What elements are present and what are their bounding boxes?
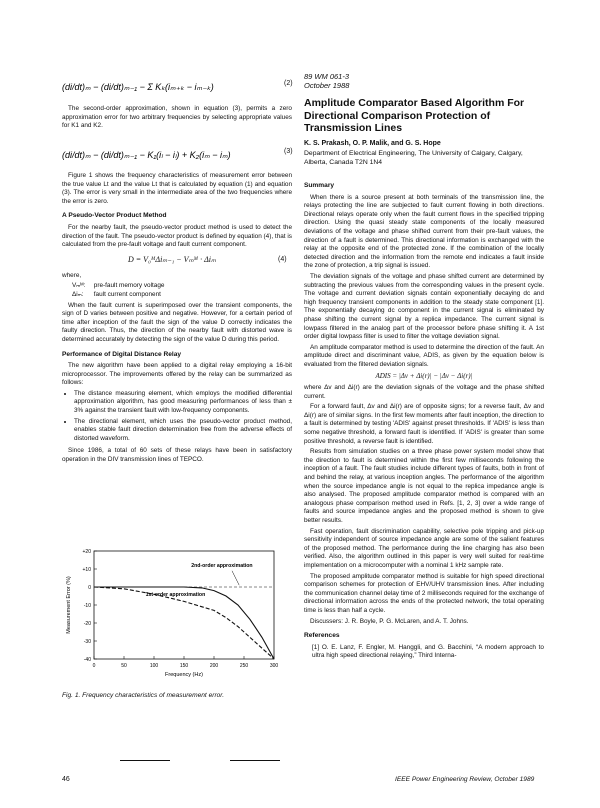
paper-date: October 1988 <box>304 81 350 90</box>
figure-1-caption: Fig. 1. Frequency characteristics of measurement error. <box>62 692 225 699</box>
x-tick-label: 200 <box>209 663 219 669</box>
figure-1 <box>62 545 292 699</box>
equation-4 <box>62 252 292 272</box>
paragraph-sign-of-d: When the fault current is superimposed over the transient components, the sign of D varies between positive and negative. However, for a certain period of time after inception of the fault the sign of the value D correctly indicates the faulty direction. Thus, the direction of the nearby fault with distorted wave is determined accurately by detecting the sign of the value D during this period. <box>62 301 292 343</box>
page-number: 46 <box>62 776 70 783</box>
x-tick-label: 150 <box>179 663 189 669</box>
authors: K. S. Prakash, O. P. Malik, and G. S. Hope <box>304 140 441 147</box>
discussers: Discussers: J. R. Boyle, P. G. McLaren, and A. T. Johns. <box>310 617 469 625</box>
footer-rule-left <box>120 760 170 761</box>
y-tick-label: -30 <box>83 639 91 645</box>
list-item: • The distance measuring element, which employs the modified differential approximation algorithm, has good measuring performances of less than ± 3% against the transient fault with low-frequency components. <box>74 390 292 416</box>
paragraph-summary-5: For a forward fault, Δv and Δi(r) are of opposite signs; for a reverse fault, Δv and Δi(r) are of similar signs. In the first few moments after fault inception, the direction to a fault is determined by testing 'ADIS' against preset thresholds. If 'ADIS' is less than some negative threshold, a forward fault is identified. If 'ADIS' is greater than some positive threshold, a reverse fault is identified. <box>304 403 544 445</box>
paragraph-summary-1: When there is a source present at both terminals of the transmission line, the relays protecting the line are subjected to fault current flowing in both directions. Directional relays operate only when the fault current flows in the specified tripping direction. Using the quasi steady state components of the locally measured deviations of the voltage and phase shifted current from their pre-fault values, the direction of a fault is determined. This directional information is exchanged with the relay at the opposite end of the protected zone. If the combination of the locally detected direction and the information from the remote end indicates a fault inside the zone of protection, a trip signal is issued. <box>304 193 544 270</box>
equation-2 <box>62 72 292 100</box>
definitions <box>62 282 292 299</box>
svg-text:(di/dt)ₘ − (di/dt)ₘ₋₁ − Σ Kₖ(i: (di/dt)ₘ − (di/dt)ₘ₋₁ − Σ Kₖ(iₘ₊ₖ − iₘ₋ₖ) <box>62 82 214 92</box>
y-tick-label: -20 <box>83 621 91 627</box>
equation-2-graphic <box>62 72 292 100</box>
y-tick-label: 0 <box>88 585 91 591</box>
equation-3 <box>62 140 292 168</box>
paragraph-summary-3: An amplitude comparator method is used to determine the direction of the fault. An amplitude direct and discriminant value, ADIS, as given by the equation below is evaluated from the filtered deviation signals. <box>304 343 544 368</box>
right-text-block <box>304 182 544 663</box>
y-tick-label: +20 <box>82 549 91 555</box>
affiliation: Department of Electrical Engineering, The University of Calgary, Calgary, Alberta, Canada T2N 1N4 <box>304 150 523 166</box>
heading-performance: Performance of Digital Distance Relay <box>62 350 182 358</box>
x-axis-label: Frequency (Hz) <box>165 672 203 678</box>
paragraph-summary-2: The deviation signals of the voltage and phase shifted current are determined by subtracting the previous values from the corresponding values in the present cycle. The voltage and current deviation signals contain exponentially decaying dc and high frequency transient components in addition to the steady state component [1]. The exponentially decaying dc component in the current signal is eliminated by phase shifting the current signal by a replica impedance. The current signal is lowpass filtered in the analog part of the processor before phase shifting it. A 1st order digital lowpass filter is used to filter the voltage deviation signal. <box>304 272 544 341</box>
x-tick-label: 50 <box>121 663 127 669</box>
def-2-symbol: Δiₘ: <box>72 290 84 298</box>
annotation-2nd-order-leader <box>232 571 239 585</box>
heading-pseudo-vector: A Pseudo-Vector Product Method <box>62 212 167 220</box>
paper-title: Amplitude Comparator Based Algorithm For Directional Comparison Protection of Transmission Lines <box>304 97 525 134</box>
heading-summary: Summary <box>304 182 335 189</box>
y-axis-label: Measurement Error (%) <box>66 576 72 634</box>
x-tick-label: 100 <box>149 663 159 669</box>
equation-2-number: (2) <box>284 80 293 87</box>
improvements-list <box>62 390 292 444</box>
journal-footer: IEEE Power Engineering Review, October 1989 <box>395 776 535 783</box>
x-tick-label: 250 <box>239 663 249 669</box>
def-1-symbol: Vₘᴹ: <box>72 282 86 290</box>
annotation-2nd-order: 2nd-order approximation <box>191 563 253 570</box>
def-2-text: fault current component <box>93 290 161 298</box>
paragraph-summary-6: Results from simulation studies on a three phase power system model show that the direction to fault is determined within the first few milliseconds following the inception of a fault. The fault studies include different types of faults, both in front of and behind the relay, at various inception angles. The performance of the algorithm when the source impedance angle is not equal to the replica impedance angle is also analysed. The proposed amplitude comparator method is compared with an analogous phase comparison method used in Refs. [1, 2, 3] over a wide range of faults and source impedance angles and the proposed method is shown to give better results. <box>304 448 544 524</box>
heading-references: References <box>304 632 340 640</box>
x-tick-label: 0 <box>92 663 96 669</box>
equation-3-number: (3) <box>284 148 293 155</box>
paragraph-summary-4: where Δv and Δi(r) are the deviation signals of the voltage and the phase shifted current. <box>304 384 544 400</box>
svg-text:(di/dt)ₘ − (di/dt)ₘ₋₁ − K₁(iₗ: (di/dt)ₘ − (di/dt)ₘ₋₁ − K₁(iₗ − iₗ) + K₂(iₘ − iₘ) <box>62 150 231 160</box>
paragraph-second-order: The second-order approximation, shown in equation (3), permits a zero approximation error for two arbitrary frequencies by selecting appropriate values for K1 and K2. <box>62 105 292 130</box>
equation-3-graphic <box>62 140 292 168</box>
equation-4-text: D = V₀ᴹΔiₘ₋₁ − Vₘᴹ · Δiₘ <box>128 254 216 264</box>
paragraph-summary-8: The proposed amplitude comparator method is suitable for high speed directional comparison schemes for protection of EHV/UHV transmission lines. After including the communication channel delay time of 2 milliseconds required for the exchange of directional information across the ends of the protected network, the total operating time is less than half a cycle. <box>304 572 544 614</box>
paragraph-figure-1: Figure 1 shows the frequency characteristics of measurement error between the true value Lt and the value Lt that is calculated by equation (1) and equation (3). The error is very small in the intermediate area of the two frequencies where the error is zero. <box>62 172 292 205</box>
y-tick-label: +10 <box>82 567 91 573</box>
def-1-text: pre-fault memory voltage <box>93 282 165 290</box>
x-tick-label: 300 <box>269 663 279 669</box>
list-item: • The directional element, which uses the pseudo-vector product method, enables stable fault direction determination free from the adverse effects of distorted waveform. <box>74 418 292 444</box>
paper-id: 89 WM 061-3 <box>304 72 350 81</box>
annotation-1st-order: 1st-order approximation <box>145 592 206 598</box>
y-tick-label: -10 <box>83 603 91 609</box>
figure-1-chart <box>62 545 292 685</box>
equation-adis: ADIS = |Δv + Δi(r)| − |Δv − Δi(r)| <box>375 372 473 381</box>
left-text-block <box>62 172 292 467</box>
paragraph-summary-7: Fast operation, fault discrimination capability, selective pole tripping and pick-up sensitivity independent of source impedance angle are some of the salient features of the proposed method. The performance during the line charging has also been verified. Also, the algorithm outlined in this paper is very well suited for real-time implementation on a microcomputer with a nominal 1 kHz sample rate. <box>304 527 544 569</box>
y-tick-label: -40 <box>83 657 91 663</box>
paragraph-pseudo-vector: For the nearby fault, the pseudo-vector product method is used to detect the direction of the fault. The pseudo-vector product is defined by equation (4), that is calculated from the pre-fault voltage and fault current component. <box>62 223 292 249</box>
paragraph-since-1986: Since 1986, a total of 60 sets of these relays have been in satisfactory operation in the DIV transmission lines of TEPCO. <box>62 447 292 464</box>
paragraph-new-algorithm: The new algorithm have been applied to a digital relay employing a 16-bit microprocessor. The improvements offered by the relay can be summarized as follows: <box>62 362 292 387</box>
equation-4-number: (4) <box>278 255 287 263</box>
reference-1: [1] O. E. Lanz, F. Engler, M. Hanggli, and G. Bacchini, “A modern approach to ultra high speed directional relaying,” Third Interna- <box>312 643 544 660</box>
footer-rule-right <box>230 760 280 761</box>
where-label: where, <box>62 271 82 279</box>
